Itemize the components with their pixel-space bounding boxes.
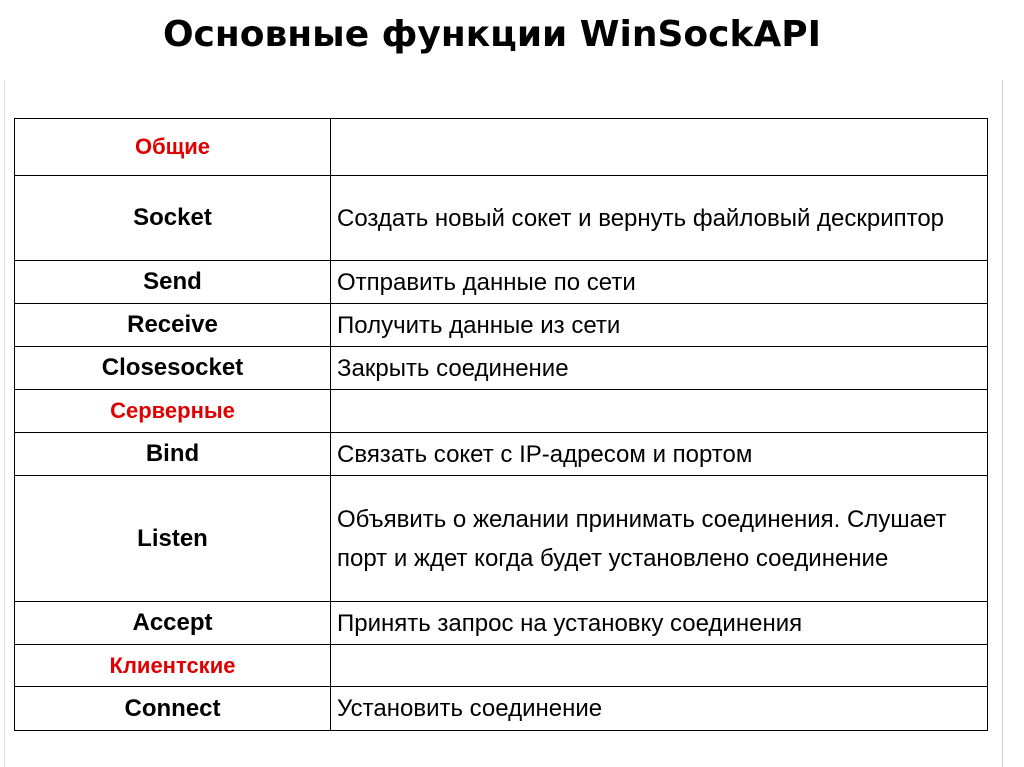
function-name: Send xyxy=(15,261,331,304)
table-row xyxy=(15,261,988,304)
function-name: Receive xyxy=(15,304,331,347)
section-label: Общие xyxy=(15,119,331,176)
table-row xyxy=(15,602,988,645)
function-description: Создать новый сокет и вернуть файловый дескриптор xyxy=(331,176,988,261)
function-description xyxy=(331,645,988,687)
function-name: Accept xyxy=(15,602,331,645)
function-description: Связать сокет с IP-адресом и портом xyxy=(331,433,988,476)
section-label: Клиентские xyxy=(15,645,331,687)
functions-table xyxy=(14,118,988,731)
function-description: Установить соединение xyxy=(331,687,988,731)
table-row xyxy=(15,347,988,390)
function-name: Connect xyxy=(15,687,331,731)
function-description: Принять запрос на установку соединения xyxy=(331,602,988,645)
section-label: Серверные xyxy=(15,390,331,433)
slide-border-left xyxy=(4,80,5,767)
function-name: Socket xyxy=(15,176,331,261)
table-row xyxy=(15,304,988,347)
function-name: Listen xyxy=(15,476,331,602)
function-description: Отправить данные по сети xyxy=(331,261,988,304)
table-row xyxy=(15,176,988,261)
function-name: Closesocket xyxy=(15,347,331,390)
function-description: Объявить о желании принимать соединения. Слушает порт и ждет когда будет установлено соединение xyxy=(331,476,988,602)
table-row-section-client xyxy=(15,645,988,687)
table-row xyxy=(15,433,988,476)
table-row-section-server xyxy=(15,390,988,433)
table-row-section-general xyxy=(15,119,988,176)
table-row xyxy=(15,687,988,731)
function-description xyxy=(331,119,988,176)
function-description: Получить данные из сети xyxy=(331,304,988,347)
page-title: Основные функции WinSockAPI xyxy=(162,14,822,55)
function-description: Закрыть соединение xyxy=(331,347,988,390)
function-description xyxy=(331,390,988,433)
table-row xyxy=(15,476,988,602)
function-name: Bind xyxy=(15,433,331,476)
slide-border-right xyxy=(1002,80,1003,767)
